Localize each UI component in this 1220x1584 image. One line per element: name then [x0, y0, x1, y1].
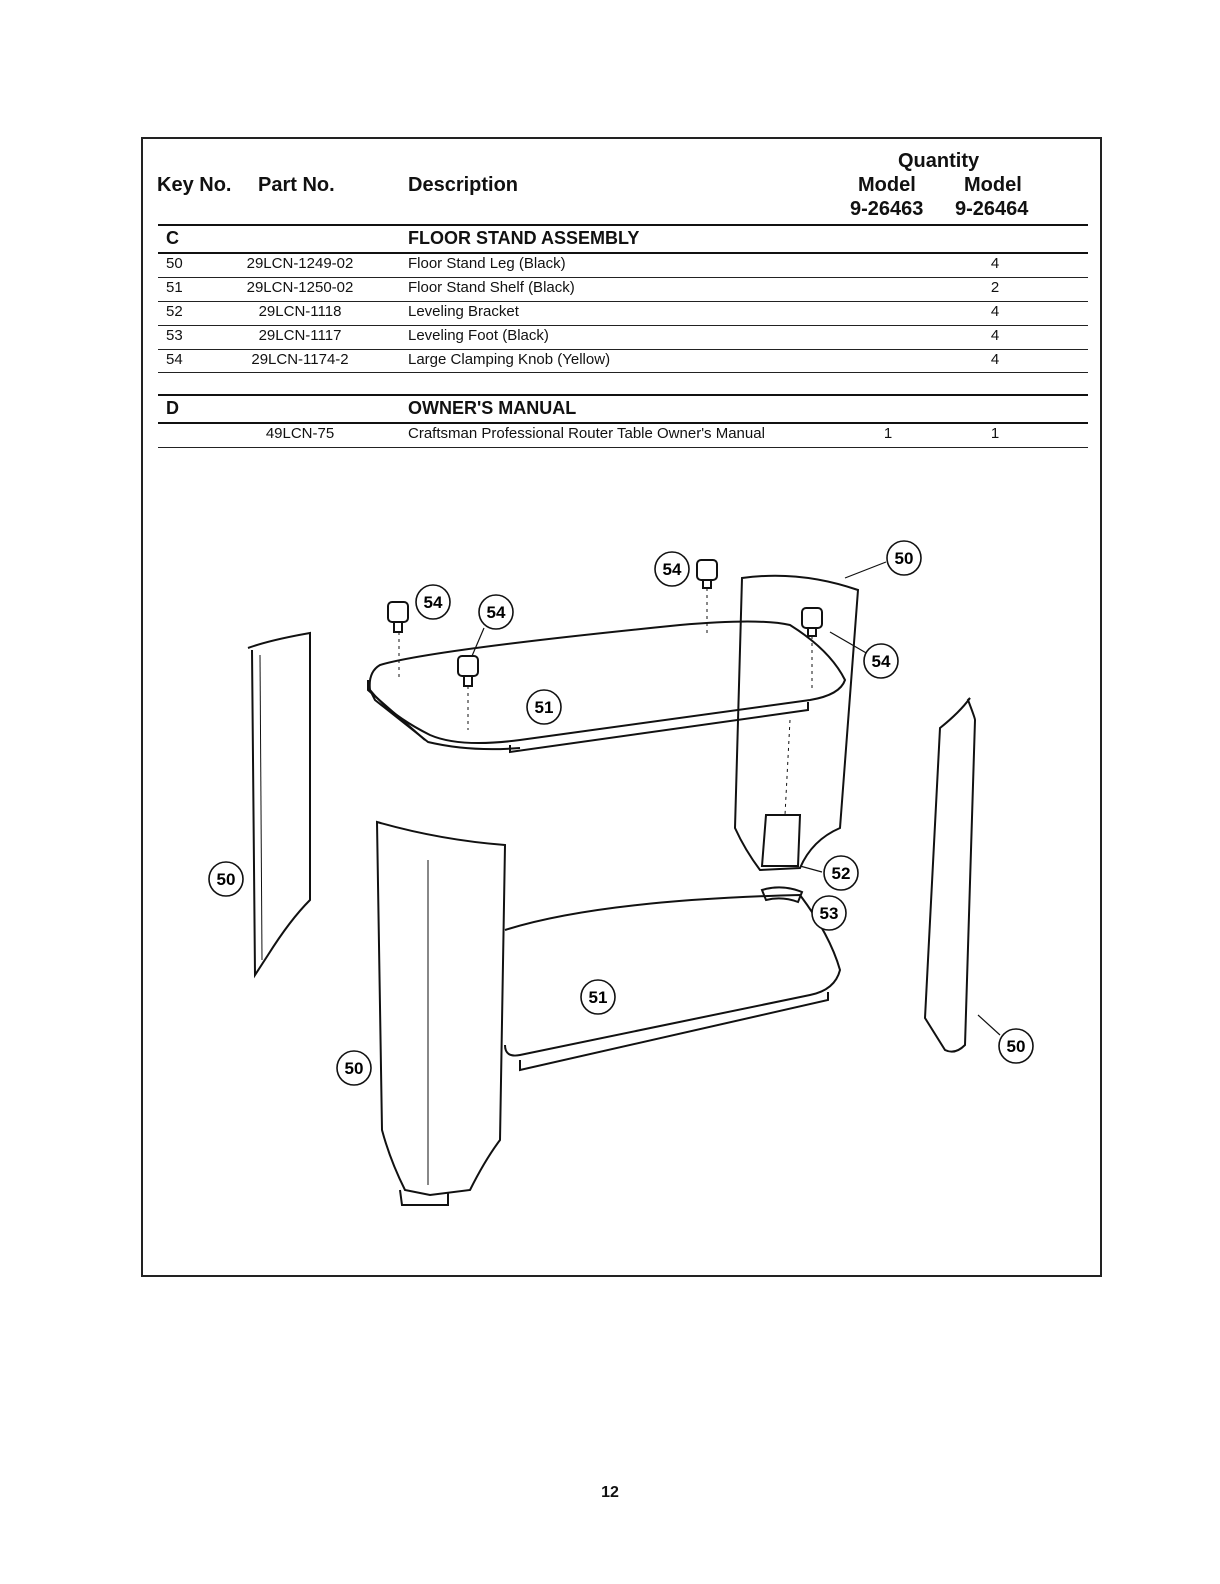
svg-text:51: 51 [588, 988, 608, 1007]
svg-text:53: 53 [819, 904, 839, 923]
header-description: Description [408, 174, 519, 196]
row-key: 52 [166, 303, 183, 320]
callout-50 [887, 541, 921, 575]
svg-text:50: 50 [216, 870, 236, 889]
header-key-no: Key No. [157, 174, 232, 196]
row-desc: Leveling Foot (Black) [408, 327, 549, 344]
callout-54 [655, 552, 689, 586]
row-key: 54 [166, 351, 183, 368]
section-c-title: FLOOR STAND ASSEMBLY [408, 228, 640, 248]
header-model-a-label: Model [858, 174, 916, 196]
header-model-a-number: 9-26463 [850, 198, 924, 220]
section-c-key: C [166, 228, 179, 248]
row-d-desc: Craftsman Professional Router Table Owner's Manual [408, 425, 765, 442]
svg-text:51: 51 [534, 698, 554, 717]
svg-text:54: 54 [423, 593, 443, 612]
row-part: 29LCN-1117 [258, 327, 342, 344]
row-d-qty-a: 1 [883, 425, 893, 442]
row-part: 29LCN-1250-02 [246, 279, 354, 296]
callout-50 [209, 862, 243, 896]
row-d-part: 49LCN-75 [265, 425, 335, 442]
row-key: 53 [166, 327, 183, 344]
header-model-b-label: Model [964, 174, 1022, 196]
header-part-no: Part No. [258, 174, 335, 196]
row-part: 29LCN-1174-2 [251, 351, 349, 368]
callout-50 [999, 1029, 1033, 1063]
callout-54 [416, 585, 450, 619]
callout-51 [527, 690, 561, 724]
row-qty-b: 4 [990, 303, 1000, 320]
row-desc: Leveling Bracket [408, 303, 519, 320]
callout-50 [337, 1051, 371, 1085]
callout-52 [824, 856, 858, 890]
callout-54 [864, 644, 898, 678]
row-qty-b: 4 [990, 327, 1000, 344]
svg-text:50: 50 [1006, 1037, 1026, 1056]
row-part: 29LCN-1249-02 [246, 255, 354, 272]
row-qty-b: 2 [990, 279, 1000, 296]
row-qty-b: 4 [990, 255, 1000, 272]
row-part: 29LCN-1118 [258, 303, 342, 320]
svg-text:50: 50 [344, 1059, 364, 1078]
callout-54 [479, 595, 513, 629]
svg-text:54: 54 [662, 560, 682, 579]
section-d-key: D [166, 398, 179, 418]
svg-text:52: 52 [831, 864, 851, 883]
callout-51 [581, 980, 615, 1014]
svg-text:50: 50 [894, 549, 914, 568]
page-number: 12 [601, 1484, 619, 1501]
row-key: 51 [166, 279, 183, 296]
row-d-qty-b: 1 [990, 425, 1000, 442]
section-d-title: OWNER'S MANUAL [408, 398, 577, 418]
row-qty-b: 4 [990, 351, 1000, 368]
svg-text:54: 54 [486, 603, 506, 622]
callout-53 [812, 896, 846, 930]
row-desc: Floor Stand Shelf (Black) [408, 279, 575, 296]
row-desc: Floor Stand Leg (Black) [408, 255, 566, 272]
svg-text:54: 54 [871, 652, 891, 671]
row-key: 50 [166, 255, 183, 272]
row-desc: Large Clamping Knob (Yellow) [408, 351, 611, 368]
header-model-b-number: 9-26464 [955, 198, 1029, 220]
header-quantity: Quantity [898, 150, 980, 172]
